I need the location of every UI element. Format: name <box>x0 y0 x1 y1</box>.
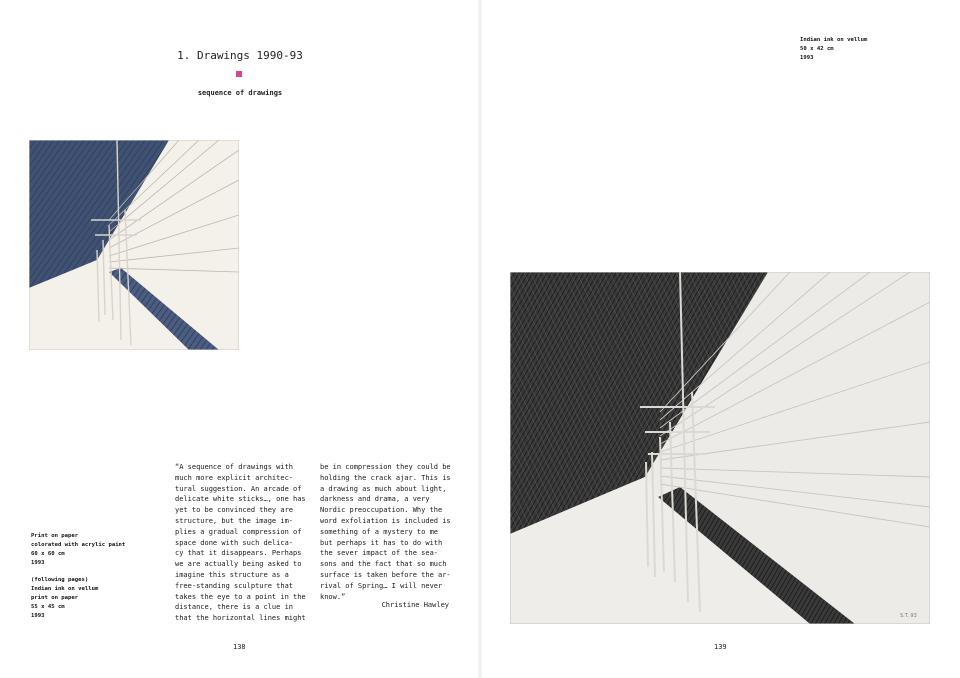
quote-line: the sever impact of the sea- <box>320 549 439 558</box>
caption-line: Indian ink on vellum <box>31 586 99 592</box>
quote-line: yet to be convinced they are <box>175 506 294 515</box>
quote-line: imagine this structure as a <box>175 570 289 579</box>
quote-line: sons and the fact that so much <box>320 560 447 569</box>
drawing-blue-print <box>29 140 239 350</box>
quote-line: free-standing sculpture that <box>175 581 294 590</box>
quote-line: holding the crack ajar. This is <box>320 473 451 482</box>
caption-line: colorated with acrylic paint <box>31 542 126 548</box>
artist-signature: S.T. 93 <box>900 613 917 619</box>
quote-line: cy that it disappears. Perhaps <box>175 549 302 558</box>
caption-line: print on paper <box>31 595 79 601</box>
caption-line: 1993 <box>800 55 814 61</box>
quote-line: know.” <box>320 592 346 601</box>
caption-line: 60 x 60 cm <box>31 551 65 557</box>
drawing-ink-vellum <box>510 272 930 624</box>
quote-line: “A sequence of drawings with <box>175 463 294 471</box>
page-number-left: 138 <box>233 643 246 651</box>
quote-line: be in compression they could be <box>320 463 451 471</box>
quote-line: space done with such delica- <box>175 538 294 547</box>
quote-line: rival of Spring… I will never <box>320 581 443 590</box>
caption-left <box>31 532 151 621</box>
caption-line: (following pages) <box>31 577 89 583</box>
quote-line: distance, there is a clue in <box>175 603 294 612</box>
quote-line: darkness and drama, a very <box>320 495 430 504</box>
chapter-title: 1. Drawings 1990-93 <box>177 49 303 62</box>
accent-square <box>236 71 242 77</box>
quote-line: Nordic preoccupation. Why the <box>320 506 443 515</box>
page-number-right: 139 <box>714 643 727 651</box>
quote-line: we are actually being asked to <box>175 560 302 569</box>
quote-line: takes the eye to a point in the <box>175 592 306 601</box>
caption-line: Print on paper <box>31 533 79 539</box>
quote-column-1 <box>175 462 313 624</box>
quote-line: a drawing as much about light, <box>320 484 447 493</box>
caption-line: 50 x 42 cm <box>800 46 834 52</box>
quote-line: structure, but the image im- <box>175 516 294 525</box>
quote-line: that the horizontal lines might <box>175 614 306 623</box>
quote-line: tural suggestion. An arcade of <box>175 484 302 493</box>
quote-attribution: Christine Hawley <box>381 601 449 609</box>
quote-line: surface is taken before the ar- <box>320 570 451 579</box>
quote-line: plies a gradual compression of <box>175 527 302 536</box>
quote-line: something of a mystery to me <box>320 527 439 536</box>
caption-right <box>800 36 920 63</box>
caption-line: 1993 <box>31 613 45 619</box>
book-gutter <box>478 0 482 678</box>
quote-column-2 <box>320 462 460 602</box>
section-subtitle: sequence of drawings <box>197 89 283 97</box>
quote-line: but perhaps it has to do with <box>320 538 443 547</box>
caption-line: Indian ink on vellum <box>800 37 868 43</box>
quote-line: word exfoliation is included is <box>320 516 451 525</box>
quote-line: delicate white sticks…, one has <box>175 495 306 504</box>
caption-line: 55 x 45 cm <box>31 604 65 610</box>
quote-line: much more explicit architec- <box>175 473 294 482</box>
caption-line: 1993 <box>31 560 45 566</box>
